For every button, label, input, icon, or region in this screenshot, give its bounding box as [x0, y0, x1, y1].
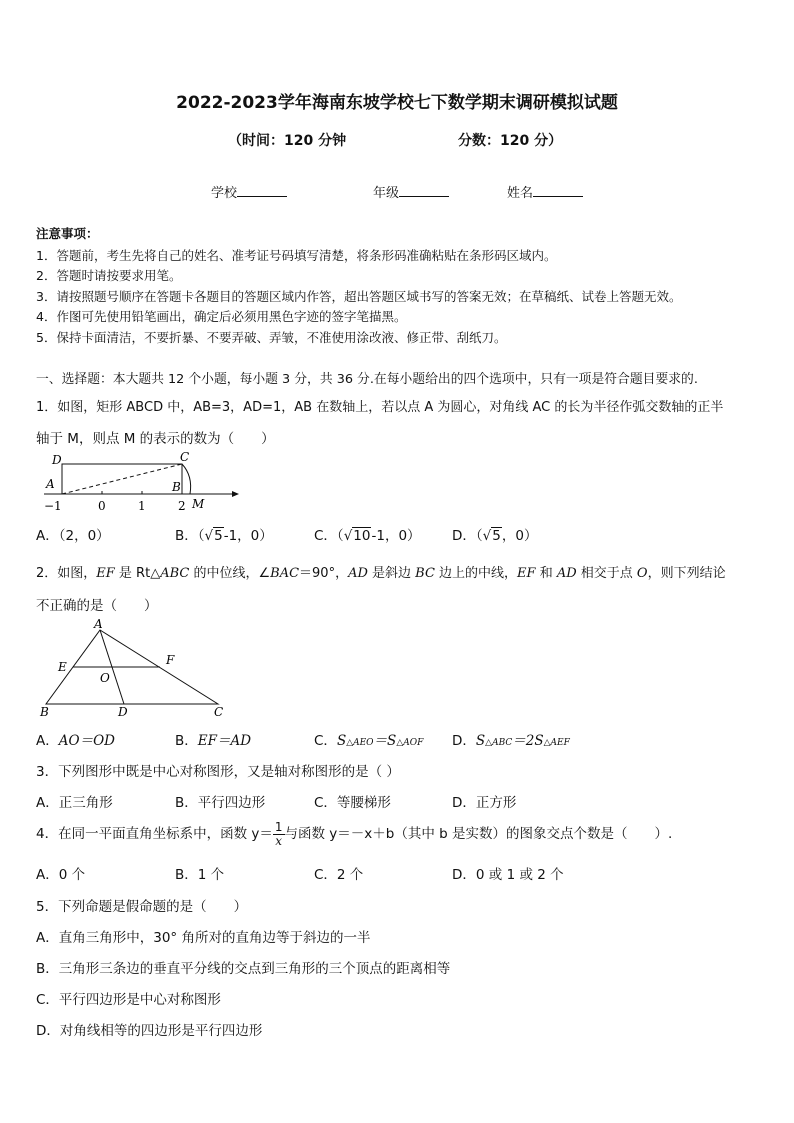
q2-option-b[interactable]: B．EF＝AD [175, 733, 252, 749]
fraction: $\frac{1}{x}$ [274, 819, 283, 848]
tick-label: 1 [138, 499, 146, 513]
grade-label: 年级 [373, 186, 400, 201]
label-o: O [100, 671, 110, 685]
q4-option-d[interactable]: D．0 或 1 或 2 个 [452, 867, 564, 883]
q2-option-a[interactable]: A．AO＝OD [36, 733, 115, 749]
notice-heading: 注意事项： [36, 226, 99, 241]
tick-label: 0 [98, 499, 106, 513]
label-d: D [118, 705, 128, 719]
q4-stem: 4．在同一平面直角坐标系中，函数 y＝ $\frac{1}{x}$ 与函数 y＝－x＋b（其中 b 是实数）的图象交点个数是（ ）. [36, 819, 673, 848]
q1-stem-line2: 轴于 M，则点 M 的表示的数为（ ） [36, 431, 275, 447]
q2-stem-line2: 不正确的是（ ） [36, 598, 158, 614]
q5-stem: 5．下列命题是假命题的是（ ） [36, 899, 248, 915]
q4-option-b[interactable]: B．1 个 [175, 867, 225, 883]
name-blank [533, 184, 583, 197]
q1-option-d[interactable]: D．（√5，0） [452, 528, 538, 544]
label-a: A [94, 617, 103, 631]
q3-stem: 3．下列图形中既是中心对称图形，又是轴对称图形的是（ ） [36, 764, 400, 780]
axis-arrow [232, 491, 239, 497]
section-heading: 一、选择题：本大题共 12 个小题，每小题 3 分，共 36 分.在每小题给出的四个选项中，只有一项是符合题目要求的. [36, 372, 698, 387]
q1-stem-line1: 1．如图，矩形 ABCD 中，AB=3，AD=1，AB 在数轴上，若以点 A 为圆心，对角线 AC 的长为半径作弧交数轴的正半 [36, 400, 724, 415]
grade-field [373, 182, 449, 201]
label-d: D [52, 453, 62, 467]
q5-option-a[interactable]: A．直角三角形中，30° 角所对的直角边等于斜边的一半 [36, 930, 371, 946]
notice-item: 2．答题时请按要求用笔。 [36, 268, 182, 283]
exam-time: （时间：120 分钟 [228, 133, 347, 149]
notice-item: 3．请按照题号顺序在答题卡各题目的答题区域内作答，超出答题区域书写的答案无效；在草稿纸、试卷上答题无效。 [36, 289, 682, 304]
school-field [211, 182, 287, 201]
label-c: C [214, 705, 224, 719]
q1-figure [36, 448, 246, 516]
q1-option-b[interactable]: B．（√5-1，0） [175, 528, 273, 544]
tick-label: −1 [44, 499, 62, 513]
label-f: F [166, 653, 175, 667]
grade-blank [399, 184, 449, 197]
q3-option-a[interactable]: A．正三角形 [36, 795, 113, 811]
q5-option-b[interactable]: B．三角形三条边的垂直平分线的交点到三角形的三个顶点的距离相等 [36, 961, 451, 977]
school-blank [237, 184, 287, 197]
q2-stem-line1: 2．如图，EF 是 Rt△ABC 的中位线，∠BAC＝90°，AD 是斜边 BC 边上的中线，EF 和 AD 相交于点 O，则下列结论 [36, 566, 726, 581]
label-c: C [180, 450, 190, 464]
q1-option-a[interactable]: A．（2，0） [36, 528, 110, 544]
exam-score: 分数：120 分） [458, 133, 563, 149]
tick-label: 2 [178, 499, 186, 513]
name-label: 姓名 [507, 186, 534, 201]
q3-option-b[interactable]: B．平行四边形 [175, 795, 266, 811]
name-field [507, 182, 583, 201]
q2-option-c[interactable]: C．S△AEO＝S△AOF [314, 733, 424, 749]
notice-item: 4．作图可先使用铅笔画出，确定后必须用黑色字迹的签字笔描黑。 [36, 309, 407, 324]
label-e: E [58, 660, 67, 674]
q2-option-d[interactable]: D．S△ABC＝2S△AEF [452, 733, 570, 749]
q5-option-c[interactable]: C．平行四边形是中心对称图形 [36, 992, 221, 1008]
q4-option-a[interactable]: A．0 个 [36, 867, 86, 883]
school-label: 学校 [211, 186, 238, 201]
arc-cm [182, 464, 191, 494]
label-b: B [172, 480, 181, 494]
diagonal-ac [62, 464, 182, 494]
q2-figure [36, 616, 236, 720]
q3-option-c[interactable]: C．等腰梯形 [314, 795, 391, 811]
label-m: M [192, 497, 205, 511]
label-b: B [40, 705, 49, 719]
notice-item: 1．答题前，考生先将自己的姓名、准考证号码填写清楚，将条形码准确粘贴在条形码区域内。 [36, 248, 557, 263]
notice-item: 5．保持卡面清洁，不要折暴、不要弄破、弄皱，不准使用涂改液、修正带、刮纸刀。 [36, 330, 507, 345]
q5-option-d[interactable]: D．对角线相等的四边形是平行四边形 [36, 1023, 263, 1039]
label-a: A [46, 477, 55, 491]
q3-option-d[interactable]: D．正方形 [452, 795, 517, 811]
q1-option-c[interactable]: C．（√10-1，0） [314, 528, 421, 544]
q4-option-c[interactable]: C．2 个 [314, 867, 364, 883]
page-title: 2022-2023学年海南东坡学校七下数学期末调研模拟试题 [176, 93, 618, 113]
